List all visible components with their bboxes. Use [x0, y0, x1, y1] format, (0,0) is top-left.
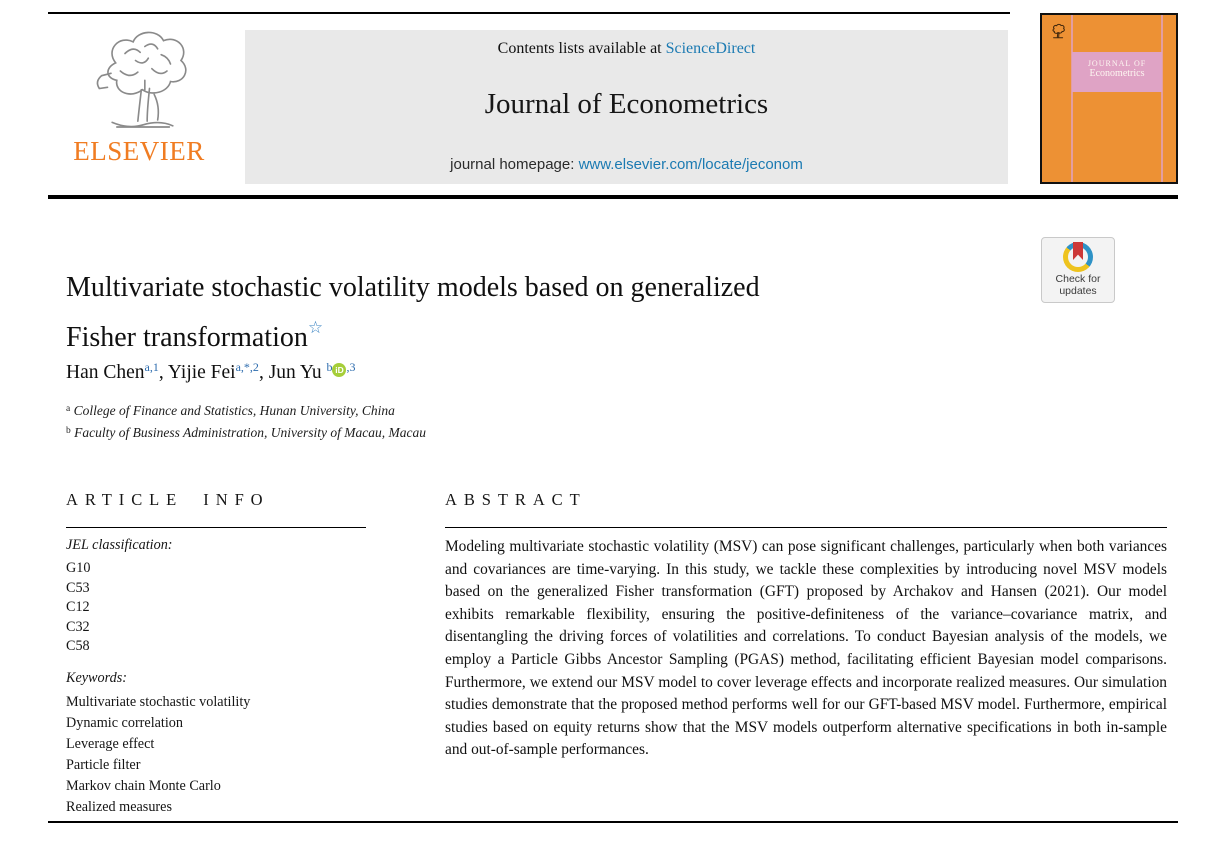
cover-right-line: [1161, 15, 1163, 182]
crossmark-label-line2: updates: [1059, 284, 1097, 297]
jel-code: C32: [66, 618, 90, 635]
author-3-footnote-link[interactable]: ,3: [346, 360, 356, 374]
article-info-rule: [66, 527, 366, 528]
cover-left-line: [1071, 15, 1073, 182]
sciencedirect-link[interactable]: ScienceDirect: [665, 40, 756, 57]
cover-title-line1: JOURNAL OF: [1087, 59, 1147, 68]
abstract-heading: ABSTRACT: [445, 490, 587, 509]
paper-title-line2: [66, 308, 966, 358]
page-bottom-rule: [48, 821, 1178, 823]
contents-line: [245, 40, 1008, 58]
byline-separator-2: ,: [258, 362, 269, 383]
keyword-item: Realized measures: [66, 798, 172, 815]
jel-code: G10: [66, 560, 91, 576]
author-3-affiliation-link[interactable]: b: [326, 360, 333, 374]
author-name-2: Yijie Fei: [167, 362, 236, 383]
check-for-updates-badge[interactable]: [1041, 237, 1115, 303]
author-1-footnote-link[interactable]: a,1: [144, 360, 159, 374]
keyword-item: Dynamic correlation: [66, 714, 183, 731]
affiliation-a-text: College of Finance and Statistics, Hunan University, China: [70, 403, 395, 418]
homepage-prefix: journal homepage:: [450, 156, 579, 173]
author-name-1: Han Chen: [66, 362, 145, 383]
jel-code: C12: [66, 599, 90, 615]
author-name-3: Jun Yu: [268, 362, 322, 383]
homepage-line: [245, 156, 1008, 173]
jel-classification-label: JEL classification:: [66, 537, 173, 553]
affiliation-b-sup: b: [66, 426, 71, 436]
header-top-rule: [48, 12, 1010, 14]
affiliation-a: [66, 399, 426, 421]
jel-code: C58: [66, 638, 90, 654]
orcid-icon[interactable]: iD: [332, 363, 346, 377]
cover-title-line2: Econometrics: [1089, 68, 1145, 80]
homepage-link[interactable]: www.elsevier.com/locate/jeconom: [578, 156, 803, 173]
paper-title: [66, 268, 966, 358]
byline-separator-1: ,: [158, 362, 168, 383]
crossmark-label-line1: Check for: [1055, 273, 1101, 285]
affiliation-a-sup: a: [66, 404, 71, 414]
affiliation-b: [66, 421, 426, 443]
paper-title-line2-text: Fisher transformation: [66, 322, 308, 353]
elsevier-wordmark: ELSEVIER: [73, 136, 205, 166]
journal-title: Journal of Econometrics: [484, 88, 769, 120]
crossmark-label: [1042, 274, 1114, 297]
journal-banner: [245, 30, 1008, 184]
keyword-item: Markov chain Monte Carlo: [66, 777, 221, 794]
elsevier-logo: [63, 22, 215, 192]
article-info-heading: ARTICLE INFO: [66, 490, 270, 509]
byline: [66, 360, 355, 384]
title-footnote-star-icon[interactable]: ☆: [307, 318, 324, 337]
keyword-item: Leverage effect: [66, 735, 155, 752]
author-2-footnote-link[interactable]: a,*,2: [235, 360, 259, 374]
abstract-rule: [445, 527, 1167, 528]
keyword-item: Multivariate stochastic volatility: [66, 693, 251, 710]
header-bottom-rule: [48, 195, 1178, 199]
jel-code: C53: [66, 579, 90, 596]
affiliation-b-text: Faculty of Business Administration, University of Macau, Macau: [70, 425, 426, 440]
journal-cover-thumbnail[interactable]: [1040, 13, 1178, 184]
elsevier-tree-icon: [80, 22, 198, 134]
cover-tree-icon: [1049, 22, 1066, 40]
keyword-item: Particle filter: [66, 756, 141, 773]
affiliations: [66, 399, 426, 443]
abstract-text: Modeling multivariate stochastic volatility (MSV) can pose significant challenges, particularly when both variances and covariances are time-varying. In this study, we tackle these complexities by introducing novel MSV models based on the generalized Fisher transformation (GFT) proposed by Archakov and Hansen (2021). Our model exhibits remarkable flexibility, ensuring the positive-definiteness of the variance–covariance matrix, and disentangling the driving forces of volatilities and correlations. To conduct Bayesian analysis of the models, we employ a Particle Gibbs Ancestor Sampling (PGAS) method, facilitating efficient Bayesian model comparisons. Furthermore, we extend our MSV model to cover leverage effects and incorporate realized measures. Our simulation studies demonstrate that the proposed method performs well for our GFT-based MSV model. Furthermore, empirical studies based on equity returns show that the MSV models outperform alternative specifications in both in-sample and out-of-sample performances.: [445, 538, 1167, 759]
cover-title: [1072, 52, 1162, 92]
contents-prefix: Contents lists available at: [497, 40, 666, 57]
article-info-column: [66, 537, 366, 818]
keywords-label: Keywords:: [66, 669, 127, 686]
paper-title-line1: Multivariate stochastic volatility models based on generalized: [66, 272, 760, 303]
